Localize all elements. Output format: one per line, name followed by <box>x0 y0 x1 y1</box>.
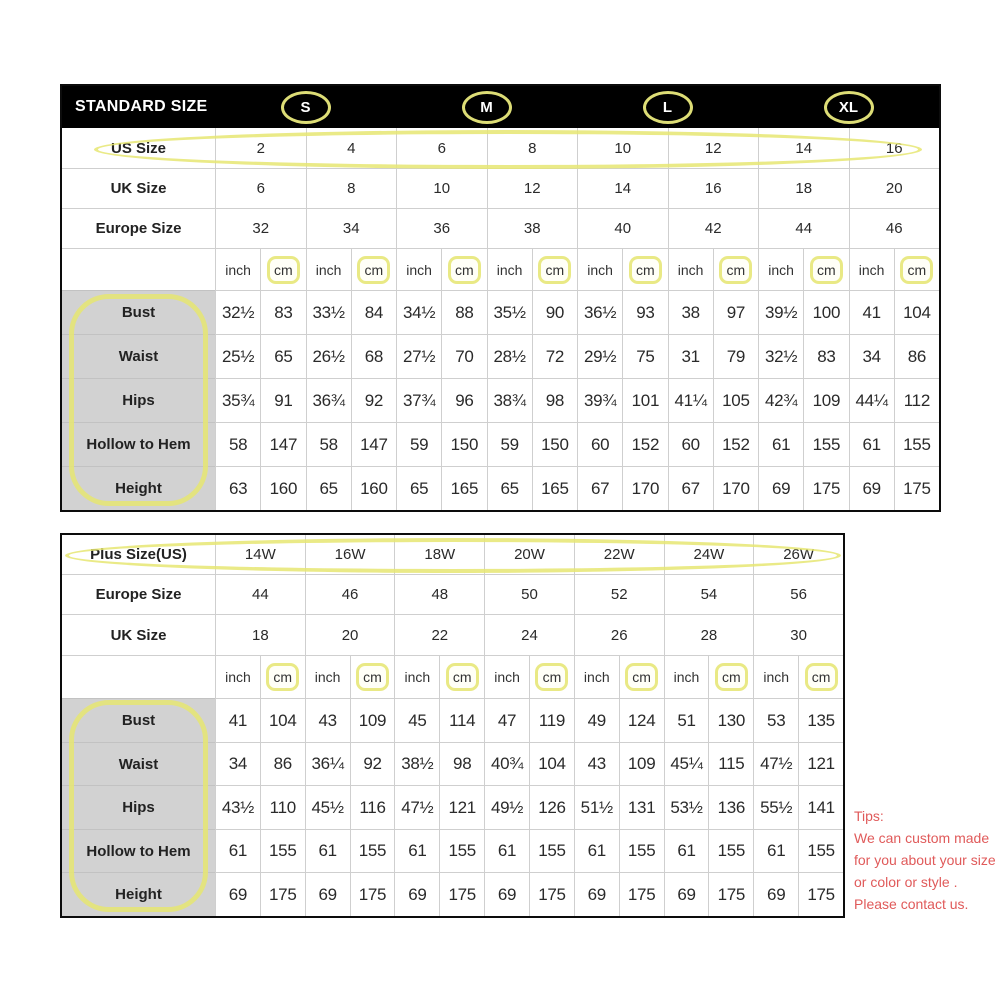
unit-cell <box>439 655 484 698</box>
size-cell: 12 <box>487 168 578 208</box>
measure-cell: 65 <box>306 466 351 510</box>
tips-line-2: for you about your size <box>854 852 996 868</box>
measure-cell: 65 <box>487 466 532 510</box>
measure-cell: 104 <box>260 698 305 742</box>
unit-cell <box>708 655 753 698</box>
size-cell: 4 <box>306 128 397 168</box>
size-cell: 10 <box>577 128 668 168</box>
size-cell: 2 <box>215 128 306 168</box>
measure-cell: 101 <box>622 378 667 422</box>
measure-cell: 58 <box>306 422 351 466</box>
measure-cell: 61 <box>758 422 803 466</box>
measure-cell: 92 <box>351 378 396 422</box>
size-cell: 46 <box>849 208 940 248</box>
size-cell: 42 <box>668 208 759 248</box>
measure-cell: 92 <box>350 742 395 785</box>
measure-cell: 60 <box>577 422 622 466</box>
unit-cell: inch <box>577 248 622 290</box>
unit-cell: inch <box>484 655 529 698</box>
row-label: UK Size <box>62 168 215 208</box>
measure-row-label: Bust <box>62 290 215 334</box>
size-cell: 24W <box>664 535 754 574</box>
size-cell: 26 <box>574 614 664 655</box>
measure-cell: 135 <box>798 698 843 742</box>
measure-cell: 38½ <box>394 742 439 785</box>
size-cell: 46 <box>305 574 395 614</box>
measure-cell: 136 <box>708 785 753 829</box>
unit-cell <box>532 248 577 290</box>
measure-cell: 58 <box>215 422 260 466</box>
measure-cell: 150 <box>441 422 486 466</box>
cm-highlight-box: cm <box>900 256 933 284</box>
measure-cell: 31 <box>668 334 713 378</box>
measure-row-label: Waist <box>62 334 215 378</box>
measure-cell: 38¾ <box>487 378 532 422</box>
measure-cell: 28½ <box>487 334 532 378</box>
measure-cell: 175 <box>894 466 939 510</box>
tips-line-1: We can custom made <box>854 830 990 846</box>
measure-cell: 131 <box>619 785 664 829</box>
size-cell: 18 <box>758 168 849 208</box>
measure-cell: 98 <box>439 742 484 785</box>
measure-cell: 69 <box>215 872 260 916</box>
measure-cell: 43 <box>305 698 350 742</box>
measure-cell: 119 <box>529 698 574 742</box>
measure-cell: 160 <box>260 466 305 510</box>
measure-cell: 49½ <box>484 785 529 829</box>
size-cell: 48 <box>394 574 484 614</box>
measure-cell: 147 <box>260 422 305 466</box>
unit-cell <box>351 248 396 290</box>
measure-cell: 63 <box>215 466 260 510</box>
measure-cell: 69 <box>758 466 803 510</box>
measure-cell: 45¼ <box>664 742 709 785</box>
measure-cell: 36¼ <box>305 742 350 785</box>
unit-cell <box>260 655 305 698</box>
size-cell: 28 <box>664 614 754 655</box>
size-group-m <box>396 91 577 124</box>
row-label: Europe Size <box>62 574 215 614</box>
measure-cell: 72 <box>532 334 577 378</box>
measure-cell: 59 <box>396 422 441 466</box>
size-cell: 6 <box>215 168 306 208</box>
measure-cell: 100 <box>803 290 848 334</box>
measure-cell: 32½ <box>215 290 260 334</box>
size-cell: 32 <box>215 208 306 248</box>
measure-cell: 53 <box>753 698 798 742</box>
measure-cell: 29½ <box>577 334 622 378</box>
size-cell: 20W <box>484 535 574 574</box>
unit-cell <box>798 655 843 698</box>
measure-cell: 84 <box>351 290 396 334</box>
unit-cell: inch <box>306 248 351 290</box>
measure-cell: 96 <box>441 378 486 422</box>
measure-cell: 35¾ <box>215 378 260 422</box>
measure-cell: 175 <box>529 872 574 916</box>
measure-row-label: Hips <box>62 785 215 829</box>
measure-cell: 155 <box>439 829 484 872</box>
cm-highlight-box: cm <box>719 256 752 284</box>
measure-cell: 109 <box>350 698 395 742</box>
measure-cell: 41 <box>849 290 894 334</box>
size-cell: 18 <box>215 614 305 655</box>
size-cell: 36 <box>396 208 487 248</box>
measure-cell: 55½ <box>753 785 798 829</box>
measure-cell: 69 <box>484 872 529 916</box>
measure-cell: 97 <box>713 290 758 334</box>
unit-cell: inch <box>758 248 803 290</box>
unit-cell <box>622 248 667 290</box>
size-cell: 14 <box>577 168 668 208</box>
measure-cell: 69 <box>753 872 798 916</box>
size-cell: 14 <box>758 128 849 168</box>
measure-cell: 175 <box>619 872 664 916</box>
size-cell: 6 <box>396 128 487 168</box>
size-cell: 18W <box>394 535 484 574</box>
measure-cell: 130 <box>708 698 753 742</box>
measure-cell: 67 <box>577 466 622 510</box>
measure-cell: 42¾ <box>758 378 803 422</box>
measure-cell: 41¼ <box>668 378 713 422</box>
cm-highlight-box: cm <box>538 256 571 284</box>
measure-cell: 170 <box>713 466 758 510</box>
unit-cell: inch <box>396 248 441 290</box>
measure-cell: 79 <box>713 334 758 378</box>
row-label: Plus Size(US) <box>62 535 215 574</box>
measure-row-label: Height <box>62 466 215 510</box>
measure-cell: 116 <box>350 785 395 829</box>
measure-cell: 93 <box>622 290 667 334</box>
cm-highlight-box: cm <box>267 256 300 284</box>
measure-cell: 109 <box>803 378 848 422</box>
unit-cell: inch <box>849 248 894 290</box>
measure-cell: 47½ <box>394 785 439 829</box>
measure-cell: 39¾ <box>577 378 622 422</box>
plus-size-body <box>62 535 843 916</box>
measure-cell: 175 <box>260 872 305 916</box>
measure-cell: 147 <box>351 422 396 466</box>
size-cell: 22W <box>574 535 664 574</box>
measure-cell: 114 <box>439 698 484 742</box>
measure-cell: 43½ <box>215 785 260 829</box>
measure-cell: 61 <box>484 829 529 872</box>
unit-cell <box>803 248 848 290</box>
measure-cell: 25½ <box>215 334 260 378</box>
measure-cell: 110 <box>260 785 305 829</box>
measure-row-label: Hollow to Hem <box>62 829 215 872</box>
size-cell: 20 <box>305 614 395 655</box>
measure-cell: 115 <box>708 742 753 785</box>
size-cell: 12 <box>668 128 759 168</box>
tips-line-4: Please contact us. <box>854 896 969 912</box>
cm-highlight-box: cm <box>810 256 843 284</box>
measure-cell: 45½ <box>305 785 350 829</box>
measure-cell: 65 <box>396 466 441 510</box>
unit-cell <box>441 248 486 290</box>
measure-cell: 70 <box>441 334 486 378</box>
measure-cell: 155 <box>529 829 574 872</box>
measure-cell: 32½ <box>758 334 803 378</box>
unit-cell: inch <box>487 248 532 290</box>
measure-cell: 69 <box>305 872 350 916</box>
measure-cell: 41 <box>215 698 260 742</box>
size-cell: 20 <box>849 168 940 208</box>
measure-cell: 34 <box>849 334 894 378</box>
measure-cell: 155 <box>619 829 664 872</box>
measure-cell: 47 <box>484 698 529 742</box>
measure-row-label: Bust <box>62 698 215 742</box>
cm-highlight-box: cm <box>446 663 479 691</box>
measure-cell: 155 <box>708 829 753 872</box>
unit-cell: inch <box>215 655 260 698</box>
measure-cell: 44¼ <box>849 378 894 422</box>
size-cell: 56 <box>753 574 843 614</box>
measure-row-label: Hollow to Hem <box>62 422 215 466</box>
size-group-xl <box>758 91 939 124</box>
measure-cell: 86 <box>894 334 939 378</box>
size-cell: 16 <box>668 168 759 208</box>
measure-cell: 83 <box>803 334 848 378</box>
measure-cell: 165 <box>532 466 577 510</box>
measure-cell: 91 <box>260 378 305 422</box>
row-label: US Size <box>62 128 215 168</box>
tips-title: Tips: <box>854 808 884 824</box>
unit-cell: inch <box>305 655 350 698</box>
measure-cell: 126 <box>529 785 574 829</box>
cm-highlight-box: cm <box>448 256 481 284</box>
measure-cell: 155 <box>894 422 939 466</box>
measure-cell: 152 <box>713 422 758 466</box>
measure-cell: 61 <box>305 829 350 872</box>
measure-cell: 27½ <box>396 334 441 378</box>
cm-highlight-box: cm <box>356 663 389 691</box>
size-group-circle-annotation: XL <box>824 91 874 124</box>
measure-cell: 104 <box>894 290 939 334</box>
measure-cell: 155 <box>350 829 395 872</box>
size-cell: 8 <box>487 128 578 168</box>
plus-size-table <box>60 533 845 918</box>
measure-row-label: Waist <box>62 742 215 785</box>
measure-cell: 69 <box>849 466 894 510</box>
measure-cell: 83 <box>260 290 305 334</box>
measure-row-label: Hips <box>62 378 215 422</box>
measure-cell: 34½ <box>396 290 441 334</box>
measure-cell: 170 <box>622 466 667 510</box>
size-cell: 14W <box>215 535 305 574</box>
measure-cell: 88 <box>441 290 486 334</box>
size-cell: 16 <box>849 128 940 168</box>
cm-highlight-box: cm <box>357 256 390 284</box>
size-cell: 54 <box>664 574 754 614</box>
measure-cell: 36½ <box>577 290 622 334</box>
measure-cell: 141 <box>798 785 843 829</box>
measure-cell: 38 <box>668 290 713 334</box>
standard-size-body <box>62 128 939 510</box>
unit-row-label <box>62 655 215 698</box>
unit-cell: inch <box>394 655 439 698</box>
measure-cell: 160 <box>351 466 396 510</box>
unit-cell: inch <box>664 655 709 698</box>
measure-cell: 45 <box>394 698 439 742</box>
unit-cell <box>350 655 395 698</box>
measure-cell: 61 <box>215 829 260 872</box>
size-cell: 26W <box>753 535 843 574</box>
size-cell: 30 <box>753 614 843 655</box>
measure-cell: 51 <box>664 698 709 742</box>
measure-cell: 67 <box>668 466 713 510</box>
measure-cell: 61 <box>574 829 619 872</box>
measure-cell: 175 <box>803 466 848 510</box>
measure-cell: 61 <box>753 829 798 872</box>
unit-cell: inch <box>215 248 260 290</box>
standard-size-header <box>62 86 939 128</box>
measure-cell: 49 <box>574 698 619 742</box>
size-cell: 52 <box>574 574 664 614</box>
measure-cell: 105 <box>713 378 758 422</box>
tips-note <box>854 805 1000 915</box>
measure-cell: 37¾ <box>396 378 441 422</box>
unit-row-label <box>62 248 215 290</box>
measure-cell: 90 <box>532 290 577 334</box>
measure-cell: 175 <box>439 872 484 916</box>
measure-cell: 75 <box>622 334 667 378</box>
measure-cell: 175 <box>708 872 753 916</box>
measure-cell: 175 <box>350 872 395 916</box>
cm-highlight-box: cm <box>625 663 658 691</box>
measure-cell: 53½ <box>664 785 709 829</box>
size-cell: 38 <box>487 208 578 248</box>
unit-cell <box>260 248 305 290</box>
measure-cell: 51½ <box>574 785 619 829</box>
size-group-circle-annotation: L <box>643 91 693 124</box>
measure-cell: 112 <box>894 378 939 422</box>
unit-cell <box>713 248 758 290</box>
size-cell: 44 <box>215 574 305 614</box>
measure-row-label: Height <box>62 872 215 916</box>
measure-cell: 86 <box>260 742 305 785</box>
row-label: UK Size <box>62 614 215 655</box>
size-cell: 44 <box>758 208 849 248</box>
measure-cell: 109 <box>619 742 664 785</box>
size-group-s <box>215 91 396 124</box>
measure-cell: 152 <box>622 422 667 466</box>
unit-cell <box>619 655 664 698</box>
measure-cell: 43 <box>574 742 619 785</box>
standard-size-table <box>60 84 941 512</box>
measure-cell: 40¾ <box>484 742 529 785</box>
measure-cell: 104 <box>529 742 574 785</box>
measure-cell: 39½ <box>758 290 803 334</box>
size-group-circle-annotation: S <box>281 91 331 124</box>
measure-cell: 150 <box>532 422 577 466</box>
measure-cell: 121 <box>439 785 484 829</box>
measure-cell: 61 <box>664 829 709 872</box>
unit-cell <box>529 655 574 698</box>
row-label: Europe Size <box>62 208 215 248</box>
measure-cell: 69 <box>574 872 619 916</box>
measure-cell: 165 <box>441 466 486 510</box>
cm-highlight-box: cm <box>715 663 748 691</box>
measure-cell: 65 <box>260 334 305 378</box>
unit-cell: inch <box>574 655 619 698</box>
unit-cell <box>894 248 939 290</box>
measure-cell: 69 <box>664 872 709 916</box>
size-cell: 24 <box>484 614 574 655</box>
measure-cell: 61 <box>394 829 439 872</box>
measure-cell: 124 <box>619 698 664 742</box>
measure-cell: 59 <box>487 422 532 466</box>
unit-cell: inch <box>753 655 798 698</box>
size-cell: 10 <box>396 168 487 208</box>
measure-cell: 47½ <box>753 742 798 785</box>
size-cell: 40 <box>577 208 668 248</box>
measure-cell: 155 <box>803 422 848 466</box>
measure-cell: 26½ <box>306 334 351 378</box>
cm-highlight-box: cm <box>535 663 568 691</box>
unit-cell: inch <box>668 248 713 290</box>
cm-highlight-box: cm <box>266 663 299 691</box>
cm-highlight-box: cm <box>629 256 662 284</box>
size-cell: 50 <box>484 574 574 614</box>
standard-size-title: STANDARD SIZE <box>75 98 208 115</box>
measure-cell: 68 <box>351 334 396 378</box>
measure-cell: 155 <box>260 829 305 872</box>
measure-cell: 121 <box>798 742 843 785</box>
measure-cell: 34 <box>215 742 260 785</box>
measure-cell: 33½ <box>306 290 351 334</box>
measure-cell: 69 <box>394 872 439 916</box>
cm-highlight-box: cm <box>805 663 838 691</box>
measure-cell: 98 <box>532 378 577 422</box>
measure-cell: 35½ <box>487 290 532 334</box>
size-group-l <box>577 91 758 124</box>
measure-cell: 155 <box>798 829 843 872</box>
measure-cell: 60 <box>668 422 713 466</box>
size-cell: 8 <box>306 168 397 208</box>
size-cell: 34 <box>306 208 397 248</box>
tips-line-3: or color or style . <box>854 874 958 890</box>
size-group-circle-annotation: M <box>462 91 512 124</box>
measure-cell: 36¾ <box>306 378 351 422</box>
measure-cell: 175 <box>798 872 843 916</box>
size-cell: 16W <box>305 535 395 574</box>
measure-cell: 61 <box>849 422 894 466</box>
size-cell: 22 <box>394 614 484 655</box>
